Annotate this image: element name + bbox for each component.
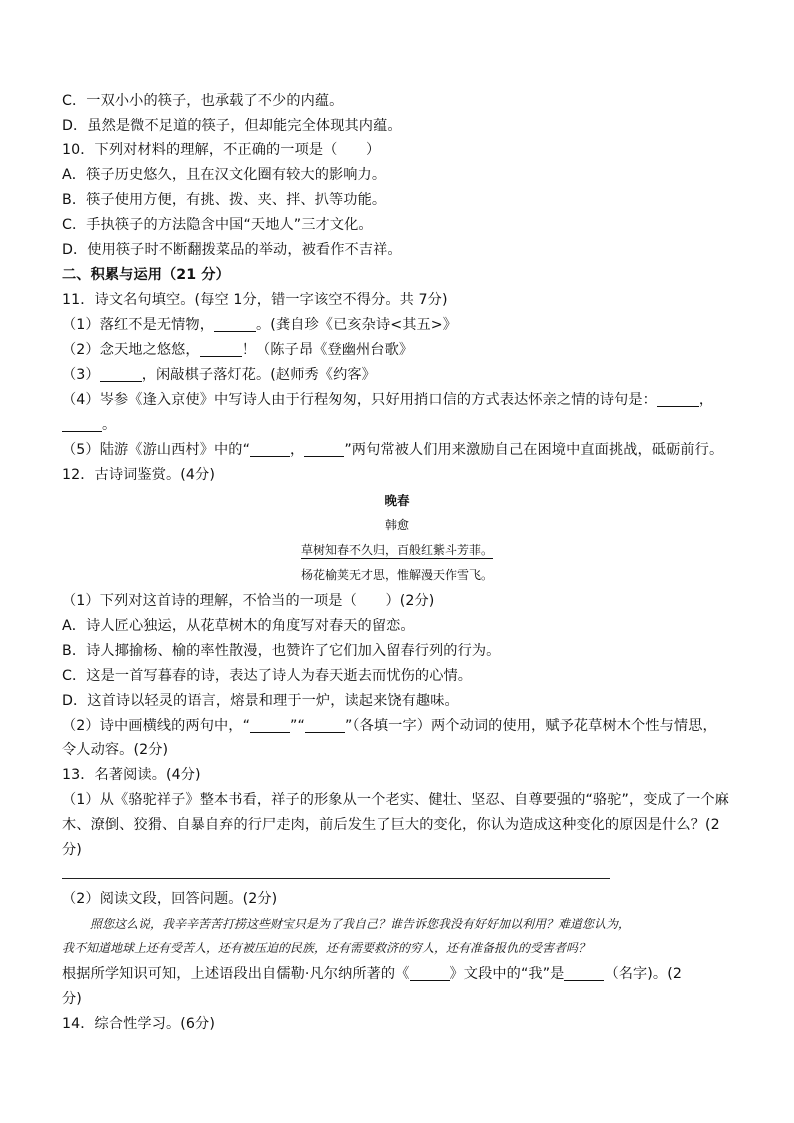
section-heading: 二、积累与运用（21 分） <box>62 267 230 283</box>
q11-1-text-a: （1）落红不是无情物， <box>62 317 215 333</box>
question-13-1-line3: 分) <box>62 842 82 858</box>
poem-title: 晚春 <box>384 493 410 508</box>
question-12-1: （1）下列对这首诗的理解，不恰当的一项是（ ）(2分) <box>62 593 435 609</box>
fill-blank[interactable] <box>564 966 604 981</box>
excerpt-line-1: 照您这么说，我辛辛苦苦打捞这些财宝只是为了我自己？谁告诉您我没有好好加以利用？难道您认为， <box>90 917 631 931</box>
fill-blank[interactable] <box>250 718 290 733</box>
option-a-q12: A．诗人匠心独运，从花草树木的角度写对春天的留恋。 <box>62 618 415 634</box>
question-12: 12．古诗词鉴赏。(4分) <box>62 467 215 483</box>
option-b-q12: B．诗人揶揄杨、榆的率性散漫，也赞许了它们加入留春行列的行为。 <box>62 643 501 659</box>
question-14: 14．综合性学习。(6分) <box>62 1016 215 1032</box>
option-d-q12: D．这首诗以轻灵的语言，熔景和理于一炉，读起来饶有趣味。 <box>62 693 459 709</box>
q13-2-text-a: 根据所学知识可知，上述语段出自儒勒·凡尔纳所著的《 <box>62 966 410 982</box>
fill-blank[interactable] <box>214 317 256 332</box>
fill-blank[interactable] <box>62 417 102 432</box>
option-d-q9: D．虽然是微不足道的筷子，但却能完全体现其内蕴。 <box>62 118 402 134</box>
q11-5-text-b: ， <box>290 442 305 458</box>
option-a-q10: A．筷子历史悠久，且在汉文化圈有较大的影响力。 <box>62 167 387 183</box>
question-13-2: （2）阅读文段，回答问题。(2分) <box>62 891 278 907</box>
question-11-4-cont <box>62 415 116 435</box>
fill-blank[interactable] <box>657 392 699 407</box>
question-13-2-cont: 分) <box>62 991 82 1007</box>
q11-3-text-a: （3） <box>62 367 100 383</box>
option-b-q10: B．筷子使用方便，有挑、拨、夹、拌、扒等功能。 <box>62 192 387 208</box>
question-11-3 <box>62 365 376 385</box>
option-d-q10: D．使用筷子时不断翻拨菜品的举动，被看作不吉祥。 <box>62 242 402 258</box>
q13-2-text-b: 》文段中的“我”是 <box>449 966 565 982</box>
fill-blank[interactable] <box>304 442 344 457</box>
option-c-q10: C．手执筷子的方法隐含中国“天地人”三才文化。 <box>62 217 373 233</box>
question-12-2 <box>62 716 717 736</box>
question-13-2-ask <box>62 964 682 984</box>
fill-blank[interactable] <box>100 367 142 382</box>
question-13: 13．名著阅读。(4分) <box>62 767 201 783</box>
poem-line-1 <box>0 541 794 558</box>
poem-line-1-text: 草树知春不久归，百般红紫斗芳菲。 <box>300 543 493 557</box>
q12-2-text-c: ”（各填一字）两个动词的使用，赋予花草树木个性与情思， <box>344 718 717 734</box>
question-11-5 <box>62 440 723 460</box>
question-13-1-line1: （1）从《骆驼祥子》整本书看，祥子的形象从一个老实、健壮、坚忍、自尊要强的“骆驼”，变成了一个麻 <box>62 792 729 808</box>
fill-blank[interactable] <box>410 966 450 981</box>
question-11: 11．诗文名句填空。(每空 1分，错一字该空不得分。共 7分) <box>62 292 448 308</box>
q12-2-text-a: （2）诗中画横线的两句中，“ <box>62 718 251 734</box>
question-11-4 <box>62 390 713 410</box>
q11-2-text-b: ！（陈子昂《登幽州台歌》 <box>241 342 414 358</box>
fill-blank[interactable] <box>200 342 242 357</box>
question-10: 10．下列对材料的理解，不正确的一项是（ ） <box>62 142 381 158</box>
q13-2-text-c: （名字)。(2 <box>604 966 682 982</box>
question-12-2-cont: 令人动容。(2分) <box>62 742 169 758</box>
fill-blank[interactable] <box>250 442 290 457</box>
q11-4-text-a: （4）岑参《逢入京使》中写诗人由于行程匆匆，只好用捎口信的方式表达怀亲之情的诗句是： <box>62 392 657 408</box>
question-11-1 <box>62 315 457 335</box>
option-c-q9: C．一双小小的筷子，也承载了不少的内蕴。 <box>62 93 344 109</box>
q11-3-text-b: ，闲敲棋子落灯花。(赵师秀《约客》 <box>141 367 376 383</box>
excerpt-line-2: 我不知道地球上还有受苦人，还有被压迫的民族，还有需要救济的穷人，还有准备报仇的受害者吗？ <box>62 941 591 955</box>
poem-author: 韩愈 <box>384 518 409 532</box>
q11-4-text-b: ， <box>698 392 714 408</box>
q11-4-text-c: 。 <box>102 417 117 433</box>
q11-5-text-c: ”两句常被人们用来激励自己在困境中直面挑战，砥砺前行。 <box>344 442 724 458</box>
q11-5-text-a: （5）陆游《游山西村》中的“ <box>62 442 251 458</box>
q11-1-text-b: 。(龚自珍《已亥杂诗<其五>》 <box>256 317 458 333</box>
q11-2-text-a: （2）念天地之悠悠， <box>62 342 200 358</box>
answer-line[interactable] <box>62 878 610 879</box>
question-13-1-line2: 木、潦倒、狡猾、自暴自弃的行尸走肉，前后发生了巨大的变化，你认为造成这种变化的原因是什么？(2 <box>62 817 720 833</box>
fill-blank[interactable] <box>305 718 345 733</box>
option-c-q12: C．这是一首写暮春的诗，表达了诗人为春天逝去而忧伤的心情。 <box>62 668 473 684</box>
excerpt-passage <box>62 912 742 960</box>
question-11-2 <box>62 340 413 360</box>
q12-2-text-b: ”“ <box>290 718 305 734</box>
poem-line-2: 杨花榆荚无才思，惟解漫天作雪飞。 <box>300 568 493 582</box>
